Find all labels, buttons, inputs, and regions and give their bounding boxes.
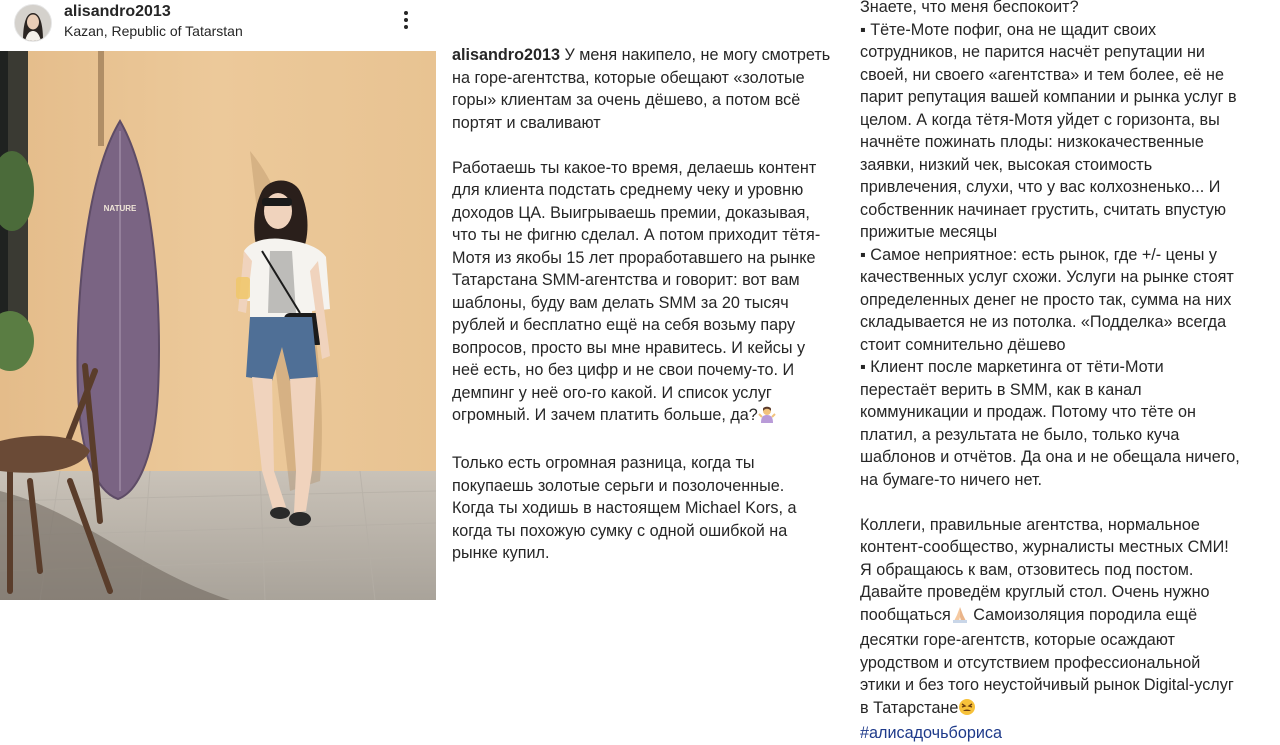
post-photo (0, 51, 436, 600)
surfboard-logo: NATURE (103, 204, 137, 213)
caption-appeal-continued: Самоизоляция породила ещё десятки горе-агентств, которые осаждают уродством и отсутствием профессиональной этики и без того неустойчивый рынок Digital-услуг в Татарстане (860, 605, 1234, 717)
folded-hands-emoji-icon (951, 605, 969, 630)
hashtag-link[interactable]: #алисадочьбориса (860, 724, 1002, 742)
post-location[interactable]: Kazan, Republic of Tatarstan (64, 23, 243, 39)
caption-appeal: Коллеги, правильные агентства, нормальное контент-сообщество, журналисты местных СМИ! Я обращаюсь к вам, отзовитесь под постом. Давайте проведём круглый стол. Очень нужно пообщаться (860, 515, 1229, 624)
post-username[interactable]: alisandro2013 (64, 3, 171, 20)
tired-face-emoji-icon (958, 698, 976, 723)
caption-left-column (452, 44, 850, 565)
post-header (0, 0, 436, 50)
avatar-image (15, 5, 51, 41)
caption-concerns: Знаете, что меня беспокоит? ▪ Тёте-Моте пофиг, она не щадит своих сотрудников, не парится насчёт репутации ни своей, ни своего «агентства» и тем более, её не парит репутация вашей компании и рынка услуг в целом. А когда тётя-Мотя уйдет с горизонта, вы начнёте пожинать плоды: низкокачественные заявки, низкий чек, высокая стоимость привлечения, слухи, что у вас колхозненько... И собственник начинает грустить, считать впустую прижитые месяцы ▪ Самое неприятное: есть рынок, где +/- цены у качественных услуг схожи. Услуги на рынке стоят определенных денег не просто так, сумма на них складывается не из потолка. «Подделка» всегда стоит сомнительно дёшево ▪ Клиент после маркетинга от тёти-Моти перестаёт верить в SMM, как в канал коммуникации и продаж. Потому что тёте он платил, а результата не было, только куча шаблонов и отчётов. Да она и не обещала ничего, на бумаге-то ничего нет. (860, 0, 1240, 489)
caption-intro: У меня накипело, не могу смотреть на горе-агентства, которые обещают «золотые горы» клиентам за очень дёшево, а потом всё портят и сваливают (452, 46, 831, 132)
more-options-icon[interactable] (396, 8, 416, 34)
caption-right-column (860, 0, 1272, 745)
post-photo-illustration (0, 51, 436, 600)
avatar[interactable] (14, 4, 52, 42)
caption-paragraph-difference: Только есть огромная разница, когда ты покупаешь золотые серьги и позолоченные. Когда ты ходишь в настоящем Michael Kors, а когда ты похожую сумку с одной ошибкой на рынке купил. (452, 454, 797, 562)
woman-shrugging-emoji-icon (758, 405, 776, 430)
caption-author[interactable]: alisandro2013 (452, 46, 560, 64)
caption-paragraph-work: Работаешь ты какое-то время, делаешь контент для клиента подстать среднему чеку и уровню доходов ЦА. Выигрываешь премии, доказывая, что ты не фигню сделал. А потом приходит тётя- Мотя из якобы 15 лет проработавшего на рынке Татарстана SMM-агентства и говорит: вот вам шаблоны, буду вам делать SMM за 20 тысяч рублей и бесплатно ещё на себя возьму пару вопросов, просто вы мне нравитесь. И кейсы у неё есть, но без цифр и не свои почему-то. И демпинг у неё ого-го какой. И список услуг огромный. И зачем платить больше, да? (452, 158, 821, 424)
